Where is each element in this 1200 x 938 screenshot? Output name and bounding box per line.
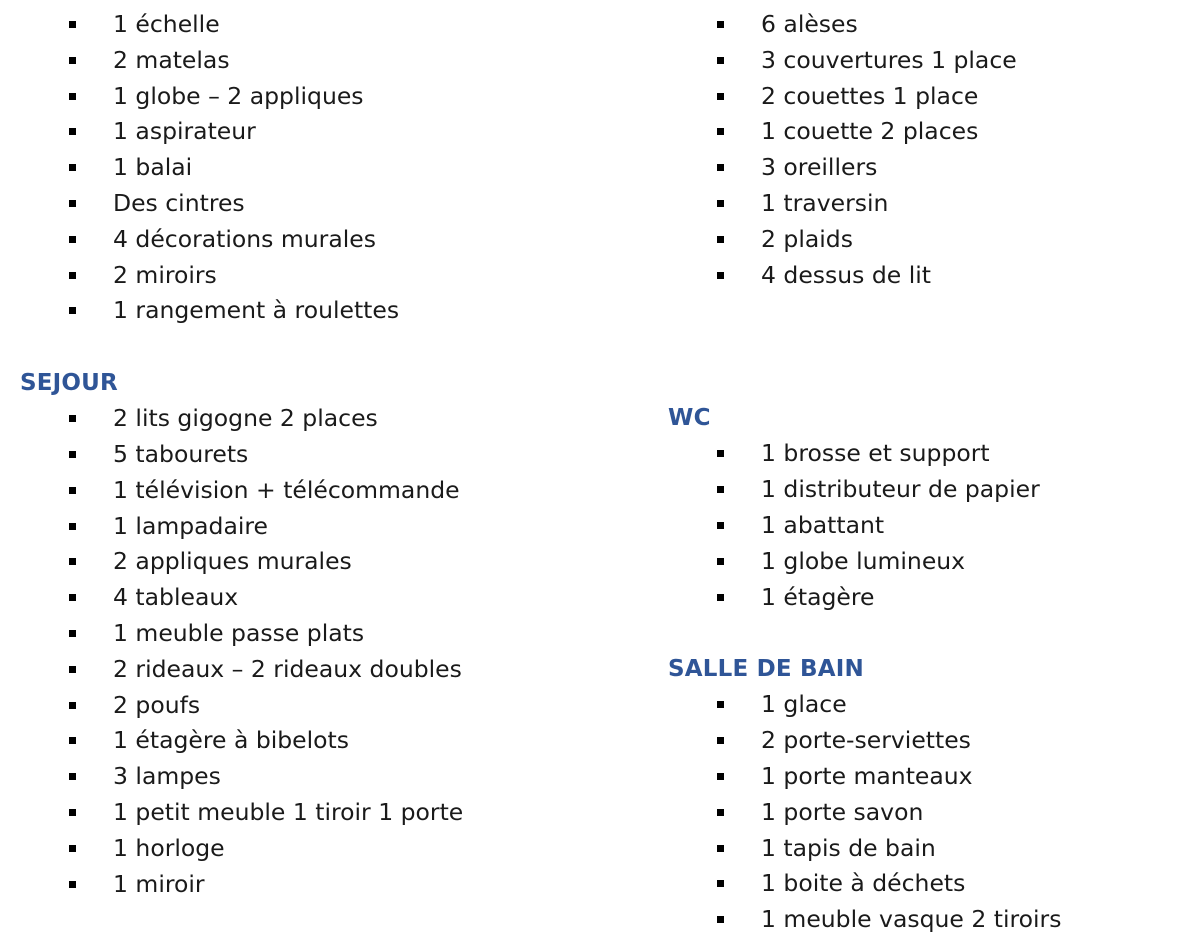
list-item (668, 759, 1188, 795)
list-item-text: 1 rangement à roulettes (113, 296, 400, 325)
square-bullet-icon (717, 164, 724, 171)
list-item-text: 1 meuble vasque 2 tiroirs (761, 905, 1062, 934)
square-bullet-icon (69, 809, 76, 816)
list-item (20, 43, 580, 79)
list-item-text: Des cintres (113, 188, 245, 217)
list-item-text: 2 porte-serviettes (761, 726, 971, 755)
list-item (20, 7, 580, 43)
list-item-text: 1 couette 2 places (761, 117, 979, 146)
list-item-text: 1 boite à déchets (761, 869, 966, 898)
list-item (668, 902, 1188, 938)
list-item (20, 652, 580, 688)
list-item (668, 150, 1188, 186)
list-item (20, 258, 580, 294)
list-item-text: 2 appliques murales (113, 547, 352, 576)
list-item (20, 437, 580, 473)
list-item (20, 723, 580, 759)
square-bullet-icon (717, 128, 724, 135)
list-item-text: 1 étagère (761, 582, 875, 611)
list-item (668, 79, 1188, 115)
square-bullet-icon (69, 451, 76, 458)
square-bullet-icon (69, 128, 76, 135)
list-item (668, 7, 1188, 43)
list-item (668, 258, 1188, 294)
square-bullet-icon (717, 594, 724, 601)
section-title-sejour: SEJOUR (20, 370, 118, 397)
square-bullet-icon (69, 594, 76, 601)
list-item (668, 114, 1188, 150)
square-bullet-icon (717, 845, 724, 852)
list-item-text: 5 tabourets (113, 439, 249, 468)
square-bullet-icon (717, 21, 724, 28)
square-bullet-icon (717, 450, 724, 457)
list-item-text: 3 oreillers (761, 153, 878, 182)
list-item-text: 1 porte savon (761, 797, 924, 826)
square-bullet-icon (69, 307, 76, 314)
square-bullet-icon (69, 21, 76, 28)
square-bullet-icon (717, 272, 724, 279)
list-item (20, 114, 580, 150)
list-item (20, 795, 580, 831)
list-item-text: 3 couvertures 1 place (761, 45, 1017, 74)
list-item-text: 2 poufs (113, 690, 201, 719)
list-item (668, 831, 1188, 867)
square-bullet-icon (69, 164, 76, 171)
square-bullet-icon (69, 487, 76, 494)
list-item (20, 293, 580, 329)
square-bullet-icon (717, 737, 724, 744)
square-bullet-icon (717, 916, 724, 923)
list-item-text: 2 matelas (113, 45, 230, 74)
list-item (20, 401, 580, 437)
list-item-text: 1 abattant (761, 510, 885, 539)
list-item-text: 1 brosse et support (761, 439, 990, 468)
list-item-text: 1 globe – 2 appliques (113, 81, 364, 110)
square-bullet-icon (717, 880, 724, 887)
list-item-text: 6 alèses (761, 10, 858, 38)
square-bullet-icon (69, 200, 76, 207)
list-item-text: 2 plaids (761, 224, 853, 253)
list-item-text: 2 couettes 1 place (761, 81, 979, 110)
square-bullet-icon (717, 57, 724, 64)
left-first-list (20, 7, 580, 329)
square-bullet-icon (717, 773, 724, 780)
square-bullet-icon (69, 93, 76, 100)
right-first-list (668, 7, 1188, 293)
spacer (668, 293, 1188, 400)
list-item-text: 3 lampes (113, 762, 221, 791)
square-bullet-icon (717, 701, 724, 708)
sejour-list (20, 401, 580, 902)
section-title-salle-de-bain: SALLE DE BAIN (668, 656, 864, 683)
wc-list (668, 436, 1188, 615)
list-item-text: 1 traversin (761, 188, 889, 217)
square-bullet-icon (69, 845, 76, 852)
square-bullet-icon (717, 236, 724, 243)
square-bullet-icon (69, 57, 76, 64)
square-bullet-icon (69, 881, 76, 888)
square-bullet-icon (69, 558, 76, 565)
list-item-text: 1 aspirateur (113, 117, 256, 146)
list-item-text: 1 tapis de bain (761, 833, 936, 862)
list-item (20, 186, 580, 222)
list-item (20, 616, 580, 652)
square-bullet-icon (69, 523, 76, 530)
list-item-text: 1 miroir (113, 869, 205, 898)
left-column (20, 7, 580, 902)
list-item (668, 544, 1188, 580)
list-item (668, 222, 1188, 258)
square-bullet-icon (717, 809, 724, 816)
square-bullet-icon (717, 93, 724, 100)
list-item-text: 4 dessus de lit (761, 260, 932, 289)
list-item-text: 1 lampadaire (113, 511, 269, 540)
list-item-text: 4 tableaux (113, 583, 239, 612)
square-bullet-icon (717, 522, 724, 529)
list-item-text: 1 distributeur de papier (761, 475, 1040, 504)
square-bullet-icon (69, 272, 76, 279)
square-bullet-icon (717, 486, 724, 493)
square-bullet-icon (69, 415, 76, 422)
list-item (20, 509, 580, 545)
list-item-text: 1 petit meuble 1 tiroir 1 porte (113, 797, 464, 826)
list-item (668, 186, 1188, 222)
right-column (668, 7, 1188, 938)
list-item (20, 222, 580, 258)
list-item-text: 1 étagère à bibelots (113, 726, 349, 755)
list-item (20, 150, 580, 186)
list-item (20, 867, 580, 903)
list-item-text: 1 glace (761, 690, 847, 719)
list-item (668, 43, 1188, 79)
square-bullet-icon (69, 236, 76, 243)
list-item (668, 795, 1188, 831)
square-bullet-icon (69, 773, 76, 780)
list-item (668, 436, 1188, 472)
list-item (20, 544, 580, 580)
list-item (20, 759, 580, 795)
list-item-text: 1 balai (113, 153, 193, 182)
list-item-text: 1 porte manteaux (761, 761, 973, 790)
list-item-text: 1 échelle (113, 10, 220, 38)
list-item-text: 2 lits gigogne 2 places (113, 404, 378, 433)
list-item-text: 2 rideaux – 2 rideaux doubles (113, 654, 462, 683)
list-item-text: 1 télévision + télécommande (113, 475, 460, 504)
square-bullet-icon (69, 702, 76, 709)
list-item (668, 723, 1188, 759)
list-item-text: 1 meuble passe plats (113, 618, 365, 647)
list-item (668, 580, 1188, 616)
list-item-text: 2 miroirs (113, 260, 217, 289)
square-bullet-icon (69, 737, 76, 744)
square-bullet-icon (69, 666, 76, 673)
section-title-wc: WC (668, 405, 711, 432)
list-item (20, 473, 580, 509)
list-item-text: 1 globe lumineux (761, 546, 966, 575)
list-item (20, 79, 580, 115)
spacer (20, 329, 580, 365)
list-item (20, 580, 580, 616)
square-bullet-icon (717, 558, 724, 565)
list-item (668, 472, 1188, 508)
list-item-text: 4 décorations murales (113, 224, 376, 253)
list-item-text: 1 horloge (113, 833, 225, 862)
square-bullet-icon (717, 200, 724, 207)
list-item (668, 866, 1188, 902)
square-bullet-icon (69, 630, 76, 637)
list-item (20, 688, 580, 724)
list-item (668, 687, 1188, 723)
list-item (20, 831, 580, 867)
salle-de-bain-list (668, 687, 1188, 938)
list-item (668, 508, 1188, 544)
spacer (668, 615, 1188, 651)
